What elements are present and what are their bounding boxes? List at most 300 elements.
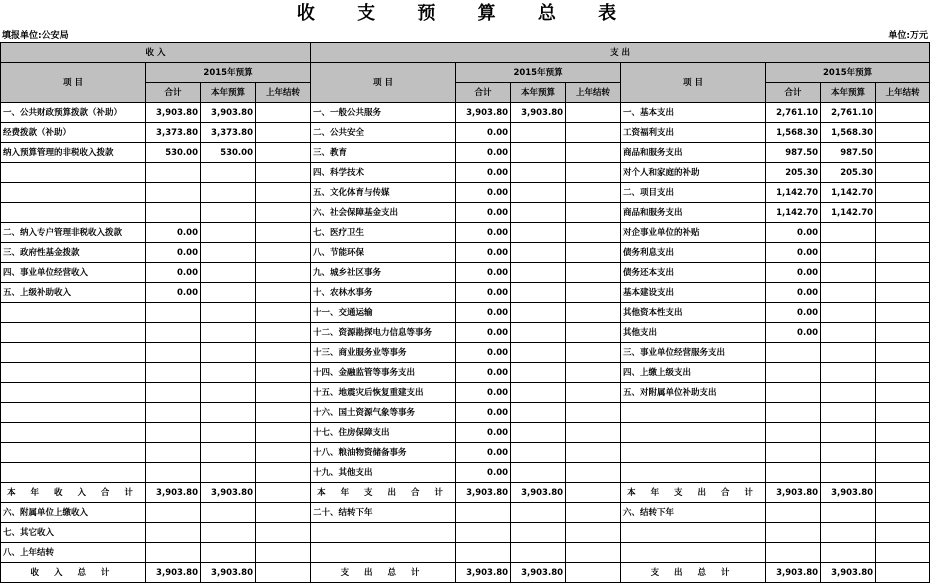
income-current-cell: 3,903.80 bbox=[201, 103, 256, 123]
expense2-current-cell bbox=[821, 303, 876, 323]
table-row bbox=[1, 143, 930, 163]
expense-carryover-header: 上年结转 bbox=[566, 83, 621, 103]
expense-current-cell bbox=[511, 263, 566, 283]
expense-carryover-cell bbox=[566, 423, 621, 443]
expense-total-cell: 0.00 bbox=[456, 283, 511, 303]
income-total-cell: 0.00 bbox=[146, 223, 201, 243]
expense-current-header-2: 本年预算 bbox=[821, 83, 876, 103]
expense2-item-cell: 二、项目支出 bbox=[621, 183, 766, 203]
expense-current-cell bbox=[511, 183, 566, 203]
table-row bbox=[1, 503, 930, 523]
income-total-cell bbox=[146, 343, 201, 363]
expense2-current-cell bbox=[821, 403, 876, 423]
expense2-carryover-cell bbox=[876, 443, 930, 463]
expense-total-cell: 0.00 bbox=[456, 323, 511, 343]
income-current-cell bbox=[201, 223, 256, 243]
expense2-item-cell: 对企事业单位的补贴 bbox=[621, 223, 766, 243]
income-current-cell bbox=[201, 423, 256, 443]
expense-total-cell: 0.00 bbox=[456, 343, 511, 363]
income-item-cell bbox=[1, 183, 146, 203]
expense-carryover-cell bbox=[566, 243, 621, 263]
income-item-cell bbox=[1, 203, 146, 223]
income-total-cell bbox=[146, 543, 201, 563]
expense2-current-cell bbox=[821, 263, 876, 283]
expense2-current-cell bbox=[821, 523, 876, 543]
expense-current-cell: 3,903.80 bbox=[511, 563, 566, 583]
expense-carryover-cell bbox=[566, 143, 621, 163]
expense-total-cell: 0.00 bbox=[456, 463, 511, 483]
page-title: 收 支 预 算 总 表 bbox=[296, 3, 635, 24]
expense-item-cell bbox=[311, 543, 456, 563]
income-total-cell bbox=[146, 383, 201, 403]
table-row bbox=[1, 303, 930, 323]
income-current-cell bbox=[201, 203, 256, 223]
income-current-cell bbox=[201, 323, 256, 343]
expense-total-cell: 0.00 bbox=[456, 123, 511, 143]
table-row bbox=[1, 443, 930, 463]
expense2-total-cell bbox=[766, 423, 821, 443]
expense2-item-cell bbox=[621, 543, 766, 563]
income-item-cell: 八、上年结转 bbox=[1, 543, 146, 563]
expense2-current-cell bbox=[821, 323, 876, 343]
expense-carryover-cell bbox=[566, 123, 621, 143]
expense-total-cell: 0.00 bbox=[456, 143, 511, 163]
expense2-current-cell: 1,142.70 bbox=[821, 183, 876, 203]
income-item-cell: 经费拨款（补助） bbox=[1, 123, 146, 143]
income-total-cell: 3,903.80 bbox=[146, 483, 201, 503]
expense2-total-cell bbox=[766, 523, 821, 543]
expense-carryover-cell bbox=[566, 543, 621, 563]
expense-item-cell: 支 出 总 计 bbox=[311, 563, 456, 583]
income-total-cell bbox=[146, 183, 201, 203]
income-item-cell: 二、纳入专户管理非税收入拨款 bbox=[1, 223, 146, 243]
income-total-cell: 530.00 bbox=[146, 143, 201, 163]
income-item-cell bbox=[1, 423, 146, 443]
table-row bbox=[1, 563, 930, 583]
expense-item-cell: 二十、结转下年 bbox=[311, 503, 456, 523]
income-carryover-cell bbox=[256, 483, 311, 503]
income-carryover-cell bbox=[256, 323, 311, 343]
expense2-total-cell: 0.00 bbox=[766, 283, 821, 303]
income-current-header: 本年预算 bbox=[201, 83, 256, 103]
table-row bbox=[1, 163, 930, 183]
table-row bbox=[1, 343, 930, 363]
income-carryover-cell bbox=[256, 163, 311, 183]
expense-item-cell: 四、科学技术 bbox=[311, 163, 456, 183]
expense-item-cell: 十四、金融监管等事务支出 bbox=[311, 363, 456, 383]
expense2-item-cell bbox=[621, 423, 766, 443]
expense2-total-cell bbox=[766, 443, 821, 463]
income-current-cell bbox=[201, 303, 256, 323]
expense2-total-cell: 3,903.80 bbox=[766, 483, 821, 503]
expense2-item-cell bbox=[621, 463, 766, 483]
expense-item-cell: 十九、其他支出 bbox=[311, 463, 456, 483]
expense-item-cell: 十八、粮油物资储备事务 bbox=[311, 443, 456, 463]
expense2-item-cell bbox=[621, 523, 766, 543]
income-total-cell bbox=[146, 323, 201, 343]
expense-total-cell bbox=[456, 503, 511, 523]
income-item-cell: 五、上级补助收入 bbox=[1, 283, 146, 303]
income-item-cell bbox=[1, 163, 146, 183]
expense2-total-cell: 205.30 bbox=[766, 163, 821, 183]
expense-item-cell: 十五、地震灾后恢复重建支出 bbox=[311, 383, 456, 403]
expense-total-cell: 3,903.80 bbox=[456, 483, 511, 503]
table-row bbox=[1, 423, 930, 443]
expense2-carryover-cell bbox=[876, 343, 930, 363]
expense2-carryover-cell bbox=[876, 143, 930, 163]
expense-item-cell: 二、公共安全 bbox=[311, 123, 456, 143]
income-current-cell: 3,903.80 bbox=[201, 483, 256, 503]
expense2-carryover-cell bbox=[876, 323, 930, 343]
income-item-cell: 本 年 收 入 合 计 bbox=[1, 483, 146, 503]
expense2-current-cell bbox=[821, 363, 876, 383]
expense-item-cell: 十一、交通运输 bbox=[311, 303, 456, 323]
income-total-cell bbox=[146, 403, 201, 423]
expense-total-cell: 3,903.80 bbox=[456, 103, 511, 123]
expense2-current-cell: 1,568.30 bbox=[821, 123, 876, 143]
expense-item-cell: 八、节能环保 bbox=[311, 243, 456, 263]
income-item-cell bbox=[1, 303, 146, 323]
income-current-cell bbox=[201, 163, 256, 183]
table-row bbox=[1, 383, 930, 403]
expense2-total-cell bbox=[766, 343, 821, 363]
expense-current-cell bbox=[511, 303, 566, 323]
expense2-carryover-cell bbox=[876, 563, 930, 583]
income-total-cell: 3,903.80 bbox=[146, 563, 201, 583]
table-row bbox=[1, 523, 930, 543]
table-row bbox=[1, 363, 930, 383]
income-carryover-cell bbox=[256, 543, 311, 563]
income-carryover-cell bbox=[256, 123, 311, 143]
expense2-current-cell bbox=[821, 443, 876, 463]
expense-carryover-cell bbox=[566, 303, 621, 323]
income-carryover-cell bbox=[256, 263, 311, 283]
expense2-current-cell bbox=[821, 543, 876, 563]
income-current-cell bbox=[201, 503, 256, 523]
expense2-item-cell: 其他资本性支出 bbox=[621, 303, 766, 323]
expense-current-header: 本年预算 bbox=[511, 83, 566, 103]
expense2-total-cell: 1,142.70 bbox=[766, 183, 821, 203]
expense2-carryover-cell bbox=[876, 523, 930, 543]
expense-item-cell: 十七、住房保障支出 bbox=[311, 423, 456, 443]
expense-budget-year-header-2: 2015年预算 bbox=[766, 63, 930, 83]
income-total-cell: 0.00 bbox=[146, 243, 201, 263]
table-row bbox=[1, 463, 930, 483]
expense-total-cell: 0.00 bbox=[456, 443, 511, 463]
table-row bbox=[1, 203, 930, 223]
income-current-cell bbox=[201, 403, 256, 423]
income-current-cell bbox=[201, 463, 256, 483]
expense2-total-cell: 0.00 bbox=[766, 263, 821, 283]
expense2-total-cell: 2,761.10 bbox=[766, 103, 821, 123]
expense-total-cell: 0.00 bbox=[456, 243, 511, 263]
income-total-cell: 0.00 bbox=[146, 263, 201, 283]
expense2-current-cell: 2,761.10 bbox=[821, 103, 876, 123]
expense2-carryover-cell bbox=[876, 483, 930, 503]
income-total-cell: 3,903.80 bbox=[146, 103, 201, 123]
expense-carryover-cell bbox=[566, 503, 621, 523]
expense-carryover-cell bbox=[566, 183, 621, 203]
expense2-total-cell: 1,568.30 bbox=[766, 123, 821, 143]
expense-total-header: 合计 bbox=[456, 83, 511, 103]
expense2-total-cell bbox=[766, 363, 821, 383]
income-current-cell bbox=[201, 543, 256, 563]
income-carryover-cell bbox=[256, 203, 311, 223]
income-current-cell bbox=[201, 243, 256, 263]
expense2-item-cell: 对个人和家庭的补助 bbox=[621, 163, 766, 183]
income-carryover-cell bbox=[256, 223, 311, 243]
expense-current-cell bbox=[511, 323, 566, 343]
expense-current-cell bbox=[511, 123, 566, 143]
expense2-item-cell: 其他支出 bbox=[621, 323, 766, 343]
expense-item-cell: 九、城乡社区事务 bbox=[311, 263, 456, 283]
expense-item-cell: 五、文化体育与传媒 bbox=[311, 183, 456, 203]
income-current-cell bbox=[201, 363, 256, 383]
income-carryover-header: 上年结转 bbox=[256, 83, 311, 103]
currency-unit: 单位:万元 bbox=[888, 31, 928, 41]
expense2-carryover-cell bbox=[876, 223, 930, 243]
income-budget-year-header: 2015年预算 bbox=[146, 63, 311, 83]
expense-carryover-cell bbox=[566, 203, 621, 223]
expense-total-cell bbox=[456, 523, 511, 543]
expense2-current-cell bbox=[821, 343, 876, 363]
expense2-item-cell bbox=[621, 403, 766, 423]
expense2-carryover-cell bbox=[876, 403, 930, 423]
expense-carryover-cell bbox=[566, 523, 621, 543]
expense-carryover-header-2: 上年结转 bbox=[876, 83, 930, 103]
expense2-carryover-cell bbox=[876, 423, 930, 443]
expense2-total-cell: 3,903.80 bbox=[766, 563, 821, 583]
expense-item-cell: 七、医疗卫生 bbox=[311, 223, 456, 243]
income-current-cell bbox=[201, 343, 256, 363]
expense-item-cell: 本 年 支 出 合 计 bbox=[311, 483, 456, 503]
table-row bbox=[1, 183, 930, 203]
table-row bbox=[1, 323, 930, 343]
expense2-current-cell bbox=[821, 223, 876, 243]
expense2-carryover-cell bbox=[876, 363, 930, 383]
expense2-carryover-cell bbox=[876, 183, 930, 203]
expense-total-cell: 0.00 bbox=[456, 303, 511, 323]
expense-total-cell: 0.00 bbox=[456, 203, 511, 223]
income-item-cell: 七、其它收入 bbox=[1, 523, 146, 543]
expense2-item-cell: 六、结转下年 bbox=[621, 503, 766, 523]
expense-carryover-cell bbox=[566, 483, 621, 503]
expense2-total-cell: 0.00 bbox=[766, 323, 821, 343]
expense-item-cell: 十六、国土资源气象等事务 bbox=[311, 403, 456, 423]
expense-carryover-cell bbox=[566, 383, 621, 403]
expense-current-cell bbox=[511, 203, 566, 223]
income-current-cell: 3,903.80 bbox=[201, 563, 256, 583]
table-row bbox=[1, 483, 930, 503]
expense2-carryover-cell bbox=[876, 503, 930, 523]
expense-current-cell: 3,903.80 bbox=[511, 103, 566, 123]
expense-current-cell bbox=[511, 463, 566, 483]
table-row bbox=[1, 243, 930, 263]
expense2-current-cell: 3,903.80 bbox=[821, 483, 876, 503]
expense2-carryover-cell bbox=[876, 263, 930, 283]
expense2-total-cell: 987.50 bbox=[766, 143, 821, 163]
expense-current-cell: 3,903.80 bbox=[511, 483, 566, 503]
income-item-cell: 纳入预算管理的非税收入拨款 bbox=[1, 143, 146, 163]
expense2-item-cell: 四、上缴上级支出 bbox=[621, 363, 766, 383]
income-item-cell: 三、政府性基金拨款 bbox=[1, 243, 146, 263]
income-item-cell: 一、公共财政预算拨款（补助） bbox=[1, 103, 146, 123]
expense-item-cell: 十二、资源勘探电力信息等事务 bbox=[311, 323, 456, 343]
income-carryover-cell bbox=[256, 443, 311, 463]
income-item-cell bbox=[1, 323, 146, 343]
income-item-header: 项 目 bbox=[1, 63, 146, 103]
expense2-carryover-cell bbox=[876, 243, 930, 263]
income-total-header: 合计 bbox=[146, 83, 201, 103]
income-current-cell bbox=[201, 383, 256, 403]
expense-item-cell: 十、农林水事务 bbox=[311, 283, 456, 303]
expense2-current-cell: 1,142.70 bbox=[821, 203, 876, 223]
expense2-total-cell bbox=[766, 463, 821, 483]
table-row bbox=[1, 123, 930, 143]
expense-carryover-cell bbox=[566, 443, 621, 463]
expense-current-cell bbox=[511, 383, 566, 403]
expense-current-cell bbox=[511, 523, 566, 543]
table-row bbox=[1, 403, 930, 423]
expense-item-header: 项 目 bbox=[311, 63, 456, 103]
expense2-current-cell bbox=[821, 383, 876, 403]
expense-total-cell: 3,903.80 bbox=[456, 563, 511, 583]
expense2-item-cell: 工资福利支出 bbox=[621, 123, 766, 143]
expense2-carryover-cell bbox=[876, 303, 930, 323]
expense2-item-cell: 一、基本支出 bbox=[621, 103, 766, 123]
expense2-carryover-cell bbox=[876, 103, 930, 123]
expense-carryover-cell bbox=[566, 563, 621, 583]
income-carryover-cell bbox=[256, 463, 311, 483]
income-carryover-cell bbox=[256, 403, 311, 423]
expense2-carryover-cell bbox=[876, 123, 930, 143]
income-total-cell bbox=[146, 463, 201, 483]
income-item-cell: 四、事业单位经营收入 bbox=[1, 263, 146, 283]
table-row bbox=[1, 283, 930, 303]
income-item-cell bbox=[1, 403, 146, 423]
expense-item-cell: 六、社会保障基金支出 bbox=[311, 203, 456, 223]
expense-carryover-cell bbox=[566, 343, 621, 363]
expense-total-cell: 0.00 bbox=[456, 223, 511, 243]
expense-total-cell: 0.00 bbox=[456, 163, 511, 183]
income-item-cell bbox=[1, 443, 146, 463]
expense-current-cell bbox=[511, 443, 566, 463]
income-current-cell bbox=[201, 263, 256, 283]
income-current-cell: 3,373.80 bbox=[201, 123, 256, 143]
income-carryover-cell bbox=[256, 243, 311, 263]
income-carryover-cell bbox=[256, 103, 311, 123]
income-current-cell: 530.00 bbox=[201, 143, 256, 163]
expense-carryover-cell bbox=[566, 163, 621, 183]
expense-total-cell: 0.00 bbox=[456, 183, 511, 203]
expense-current-cell bbox=[511, 243, 566, 263]
expense2-current-cell: 987.50 bbox=[821, 143, 876, 163]
income-total-cell bbox=[146, 203, 201, 223]
expense-current-cell bbox=[511, 503, 566, 523]
income-total-cell bbox=[146, 503, 201, 523]
expense2-current-cell: 3,903.80 bbox=[821, 563, 876, 583]
income-total-cell: 0.00 bbox=[146, 283, 201, 303]
reporting-unit: 填报单位:公安局 bbox=[2, 31, 69, 41]
expense-current-cell bbox=[511, 223, 566, 243]
expense2-item-cell: 支 出 总 计 bbox=[621, 563, 766, 583]
expense-section-header: 支 出 bbox=[311, 43, 930, 63]
expense-current-cell bbox=[511, 423, 566, 443]
expense-total-cell: 0.00 bbox=[456, 363, 511, 383]
income-total-cell bbox=[146, 443, 201, 463]
expense2-current-cell bbox=[821, 463, 876, 483]
expense2-item-cell bbox=[621, 443, 766, 463]
expense2-current-cell bbox=[821, 283, 876, 303]
income-item-cell: 收 入 总 计 bbox=[1, 563, 146, 583]
table-row bbox=[1, 263, 930, 283]
income-carryover-cell bbox=[256, 283, 311, 303]
expense2-total-cell: 1,142.70 bbox=[766, 203, 821, 223]
income-item-cell bbox=[1, 463, 146, 483]
expense2-item-cell: 商品和服务支出 bbox=[621, 203, 766, 223]
table-row bbox=[1, 543, 930, 563]
income-total-cell bbox=[146, 523, 201, 543]
expense2-item-cell: 债务利息支出 bbox=[621, 243, 766, 263]
expense2-item-cell: 债务还本支出 bbox=[621, 263, 766, 283]
income-carryover-cell bbox=[256, 303, 311, 323]
income-carryover-cell bbox=[256, 383, 311, 403]
expense-item-cell bbox=[311, 523, 456, 543]
expense2-total-cell bbox=[766, 383, 821, 403]
income-total-cell: 3,373.80 bbox=[146, 123, 201, 143]
income-carryover-cell bbox=[256, 343, 311, 363]
expense-carryover-cell bbox=[566, 463, 621, 483]
income-item-cell: 六、附属单位上缴收入 bbox=[1, 503, 146, 523]
income-carryover-cell bbox=[256, 183, 311, 203]
expense-current-cell bbox=[511, 163, 566, 183]
expense2-total-cell bbox=[766, 543, 821, 563]
expense2-carryover-cell bbox=[876, 543, 930, 563]
expense2-current-cell bbox=[821, 503, 876, 523]
income-total-cell bbox=[146, 423, 201, 443]
income-item-cell bbox=[1, 343, 146, 363]
expense2-carryover-cell bbox=[876, 383, 930, 403]
expense2-current-cell bbox=[821, 243, 876, 263]
expense-carryover-cell bbox=[566, 223, 621, 243]
expense2-item-cell: 基本建设支出 bbox=[621, 283, 766, 303]
income-carryover-cell bbox=[256, 563, 311, 583]
income-total-cell bbox=[146, 363, 201, 383]
expense-current-cell bbox=[511, 363, 566, 383]
expense2-item-cell: 五、对附属单位补助支出 bbox=[621, 383, 766, 403]
income-current-cell bbox=[201, 443, 256, 463]
income-item-cell bbox=[1, 383, 146, 403]
income-carryover-cell bbox=[256, 363, 311, 383]
income-total-cell bbox=[146, 163, 201, 183]
expense2-total-cell: 0.00 bbox=[766, 303, 821, 323]
table-row bbox=[1, 223, 930, 243]
expense-current-cell bbox=[511, 543, 566, 563]
expense2-item-cell: 商品和服务支出 bbox=[621, 143, 766, 163]
expense2-carryover-cell bbox=[876, 463, 930, 483]
expense2-total-cell: 0.00 bbox=[766, 223, 821, 243]
income-current-cell bbox=[201, 523, 256, 543]
expense-item-cell: 十三、商业服务业等事务 bbox=[311, 343, 456, 363]
expense2-item-cell: 本 年 支 出 合 计 bbox=[621, 483, 766, 503]
expense-current-cell bbox=[511, 343, 566, 363]
income-current-cell bbox=[201, 183, 256, 203]
budget-table bbox=[0, 42, 930, 583]
expense2-item-cell: 三、事业单位经营服务支出 bbox=[621, 343, 766, 363]
expense-item-cell: 三、教育 bbox=[311, 143, 456, 163]
expense2-current-cell bbox=[821, 423, 876, 443]
expense-budget-year-header: 2015年预算 bbox=[456, 63, 621, 83]
